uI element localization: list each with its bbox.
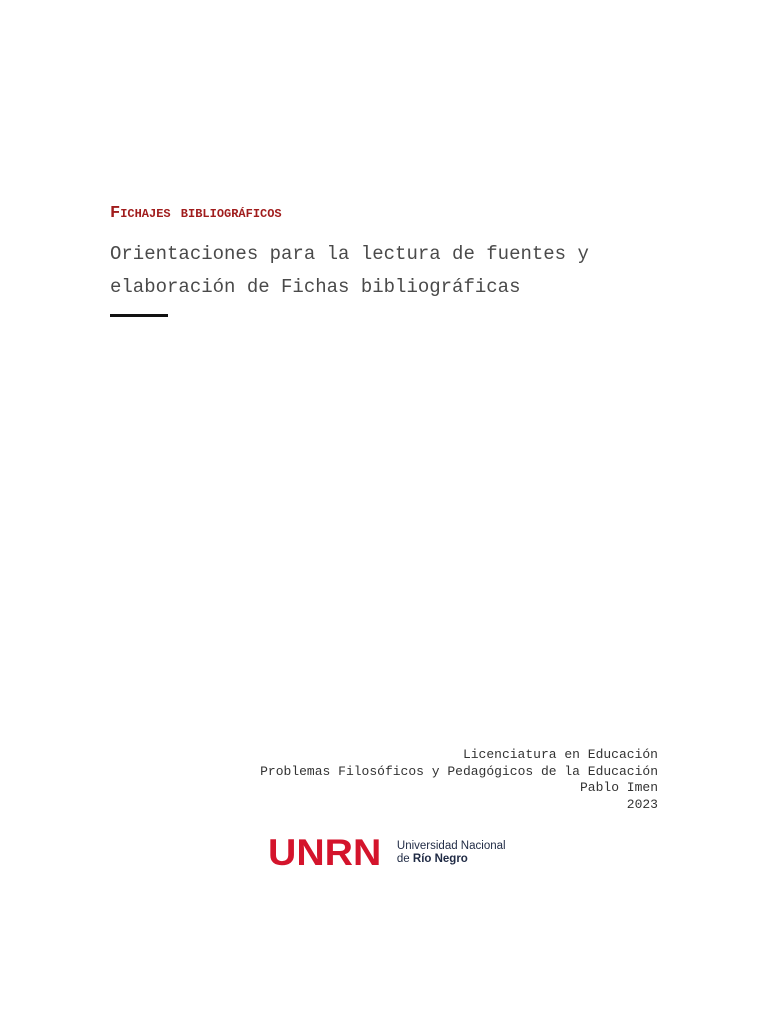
course-name: Problemas Filosóficos y Pedagógicos de la Educación [260, 763, 658, 779]
logo-line-2 [397, 853, 506, 866]
logo-line-2-prefix: de [396, 853, 413, 865]
title-divider [110, 314, 168, 317]
logo-line-2-bold: Río Negro [412, 853, 468, 865]
document-year: 2023 [626, 796, 658, 812]
document-subtitle [110, 238, 670, 304]
document-title: Fichajes bibliográficos [110, 204, 282, 223]
program-name: Licenciatura en Educación [462, 747, 658, 762]
unrn-logo-text [397, 840, 506, 866]
unrn-logo-mark: UNRN [268, 832, 382, 873]
logo-line-1: Universidad Nacional [396, 840, 506, 852]
author-name: Pablo Imen [579, 780, 658, 795]
unrn-logo [268, 832, 506, 873]
subtitle-line-1: Orientaciones para la lectura de fuentes y [110, 243, 589, 265]
document-meta [260, 747, 658, 813]
subtitle-line-2: elaboración de Fichas bibliográficas [110, 276, 521, 298]
